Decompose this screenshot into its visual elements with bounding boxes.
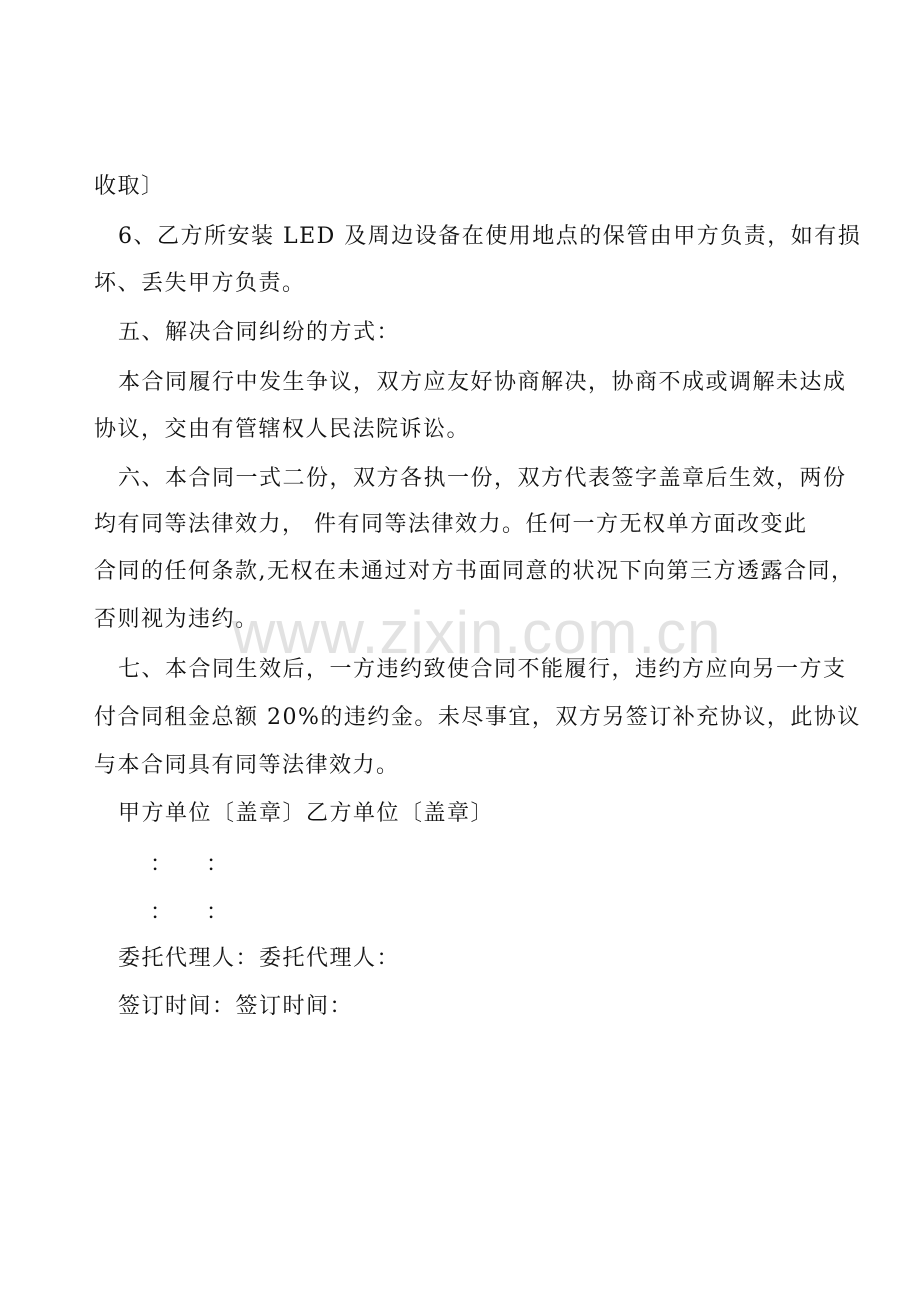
text-line-13: 与本合同具有同等法律效力。 [94,753,400,778]
colon-1: ： [150,852,174,877]
section-heading-6: 六、本合同一式二份，双方各执一份，双方代表签字盖章后生效，两份 [118,466,847,491]
text-line-3: 坏、丢失甲方负责。 [94,271,306,296]
signing-time-line: 签订时间：签订时间： [118,994,354,1019]
text-line-12: 付合同租金总额 20%的违约金。未尽事宜，双方另签订补充协议，此协议 [94,705,861,730]
agent-line: 委托代理人：委托代理人： [118,946,401,971]
text-line-9: 合同的任何条款,无权在未通过对方书面同意的状况下向第三方透露合同， [94,559,855,584]
signature-party-line: 甲方单位〔盖章〕乙方单位〔盖章〕 [118,801,495,826]
colon-3: ： [150,900,174,925]
section-heading-5: 五、解决合同纠纷的方式： [118,320,401,345]
section-heading-7: 七、本合同生效后，一方违约致使合同不能履行，违约方应向另一方支 [118,657,847,682]
watermark: www.zixin.com.cn [232,599,722,666]
text-line-6: 协议，交由有管辖权人民法院诉讼。 [94,417,471,442]
text-line-5: 本合同履行中发生争议，双方应友好协商解决，协商不成或调解未达成 [118,370,847,395]
colon-4: ： [206,900,230,925]
text-line-1: 收取〕 [94,174,165,199]
text-line-2: 6、乙方所安装 LED 及周边设备在使用地点的保管由甲方负责，如有损 [118,224,862,249]
colon-2: ： [206,852,230,877]
text-line-8: 均有同等法律效力， 件有同等法律效力。任何一方无权单方面改变此 [94,512,808,537]
text-line-10: 否则视为违约。 [94,607,259,632]
